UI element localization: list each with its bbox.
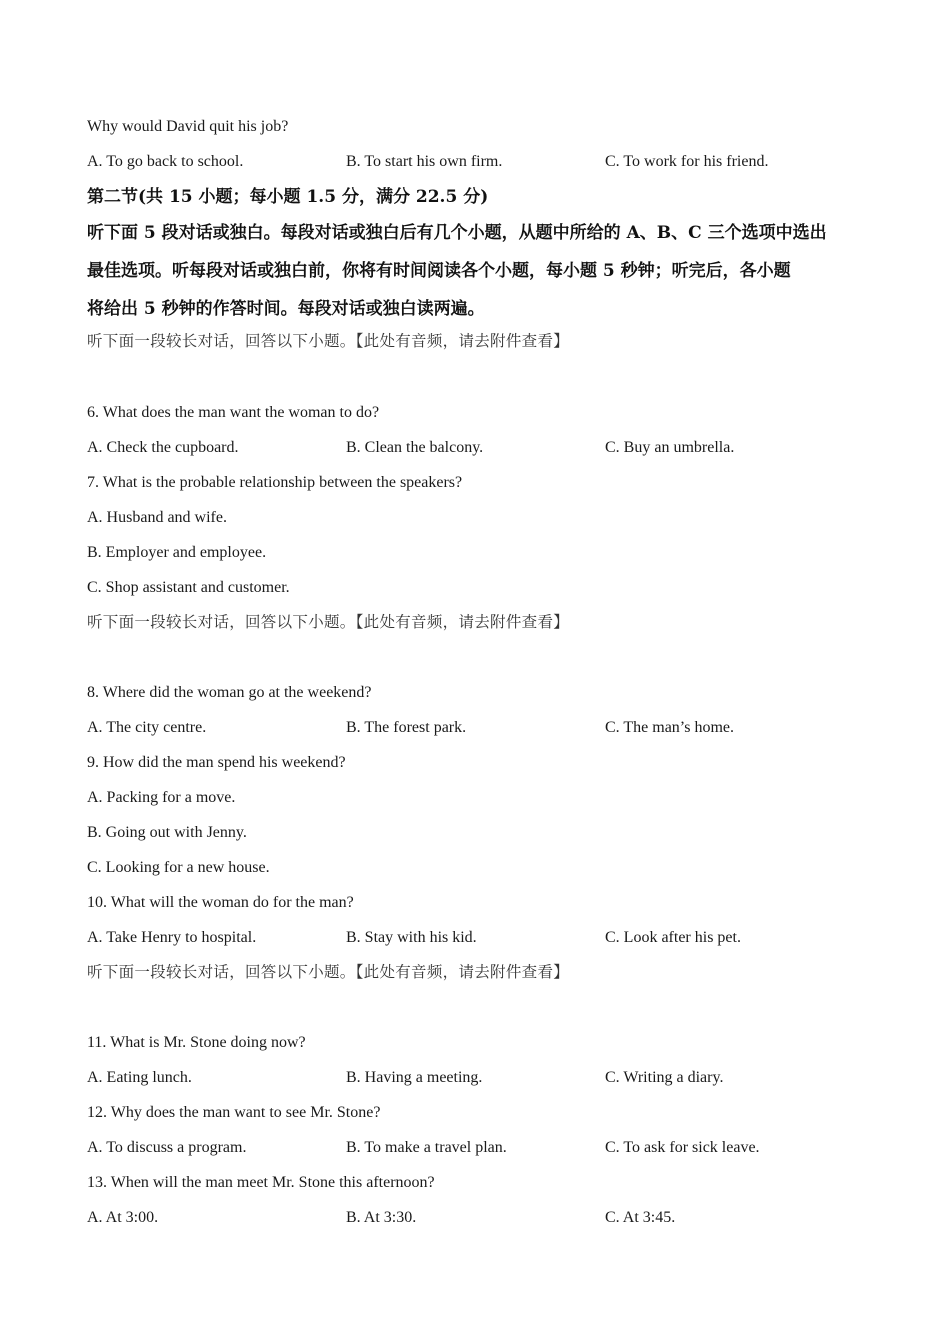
question-5-options [87,152,877,172]
question-10-option-c: C. Look after his pet. [605,929,741,946]
question-6-option-a: A. Check the cupboard. [87,439,239,456]
question-7-stem: 7. What is the probable relationship between the speakers? [87,474,463,491]
question-13-option-a: A. At 3:00. [87,1209,159,1226]
question-5-option-c: C. To work for his friend. [605,153,769,170]
question-6-options [87,438,877,458]
question-11-option-c: C. Writing a diary. [605,1069,724,1086]
question-11-option-b: B. Having a meeting. [346,1069,483,1086]
question-12-option-a: A. To discuss a program. [87,1139,247,1156]
question-8-option-a: A. The city centre. [87,719,207,736]
question-12-options [87,1138,877,1158]
audio-note: 听下面一段较长对话，回答以下小题。【此处有音频，请去附件查看】 [87,332,570,350]
section-2-heading: 第二节(共 15 小题；每小题 1.5 分，满分 22.5 分) [87,187,489,207]
exam-page [87,114,877,1228]
question-9-option-a: A. Packing for a move. [87,789,236,806]
question-9-option-b: B. Going out with Jenny. [87,824,247,841]
question-13-stem: 13. When will the man meet Mr. Stone this afternoon? [87,1174,435,1191]
question-10-option-b: B. Stay with his kid. [346,929,477,946]
question-6-stem: 6. What does the man want the woman to do? [87,404,380,421]
question-7-option-c: C. Shop assistant and customer. [87,579,290,596]
question-9-stem: 9. How did the man spend his weekend? [87,754,346,771]
question-13-options [87,1208,877,1228]
question-5-option-b: B. To start his own firm. [346,153,503,170]
question-7-option-b: B. Employer and employee. [87,544,267,561]
question-13-option-b: B. At 3:30. [346,1209,417,1226]
question-7-option-a: A. Husband and wife. [87,509,227,526]
question-8-stem: 8. Where did the woman go at the weekend? [87,684,372,701]
question-13-option-c: C. At 3:45. [605,1209,676,1226]
question-6-option-c: C. Buy an umbrella. [605,439,735,456]
question-8-options [87,718,877,738]
question-5-stem: Why would David quit his job? [87,118,289,135]
question-10-options [87,928,877,948]
question-8-option-b: B. The forest park. [346,719,467,736]
question-12-option-b: B. To make a travel plan. [346,1139,507,1156]
question-9-option-c: C. Looking for a new house. [87,859,270,876]
question-10-option-a: A. Take Henry to hospital. [87,929,257,946]
section-2-instruction-line-1: 听下面 5 段对话或独白。每段对话或独白后有几个小题，从题中所给的 A、B、C 三个选项中选出 [87,223,827,243]
question-10-stem: 10. What will the woman do for the man? [87,894,354,911]
question-12-option-c: C. To ask for sick leave. [605,1139,760,1156]
question-11-options [87,1068,877,1088]
question-8-option-c: C. The man’s home. [605,719,735,736]
question-11-stem: 11. What is Mr. Stone doing now? [87,1034,306,1051]
question-5-option-a: A. To go back to school. [87,153,244,170]
section-2-instruction-line-2: 最佳选项。听每段对话或独白前，你将有时间阅读各个小题，每小题 5 秒钟；听完后，各小题 [87,261,791,281]
question-12-stem: 12. Why does the man want to see Mr. Stone? [87,1104,381,1121]
audio-note: 听下面一段较长对话，回答以下小题。【此处有音频，请去附件查看】 [87,963,570,981]
question-6-option-b: B. Clean the balcony. [346,439,484,456]
question-11-option-a: A. Eating lunch. [87,1069,192,1086]
section-2-instruction-line-3: 将给出 5 秒钟的作答时间。每段对话或独白读两遍。 [87,299,485,319]
audio-note: 听下面一段较长对话，回答以下小题。【此处有音频，请去附件查看】 [87,613,570,631]
